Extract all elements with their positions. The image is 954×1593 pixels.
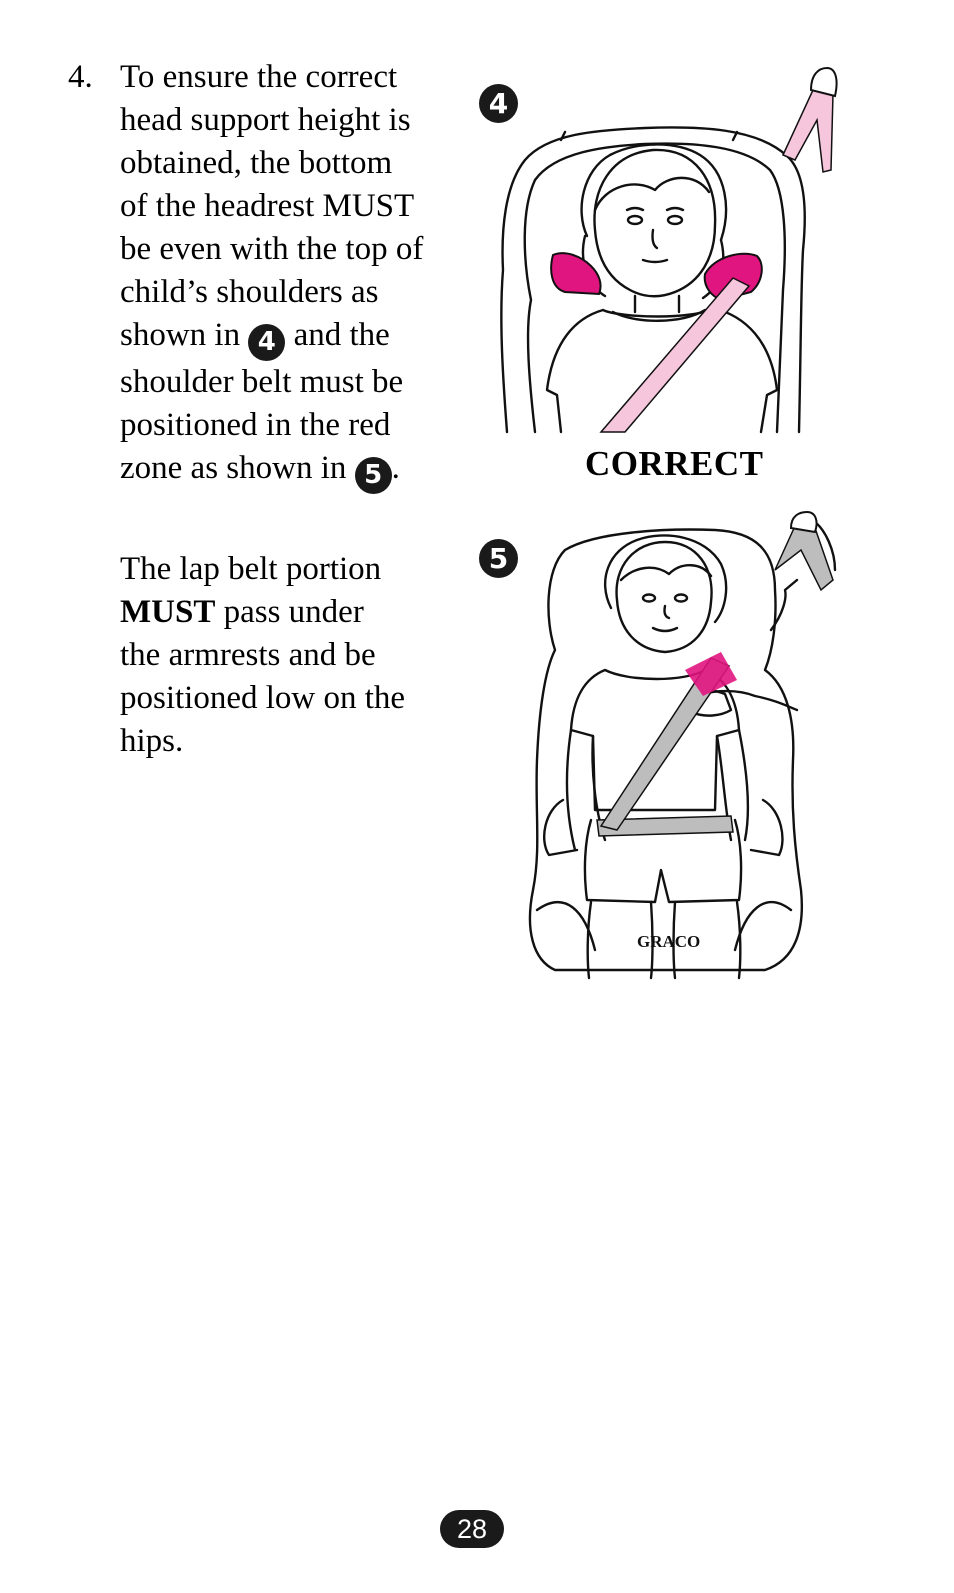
figure-5-illustration	[525, 510, 840, 985]
figure-4-caption: CORRECT	[585, 444, 764, 483]
child-head	[594, 150, 715, 296]
note-line: hips.	[120, 723, 184, 759]
shoulder-belt	[601, 278, 749, 432]
step-line: be even with the top of	[120, 231, 424, 267]
figure-5-badge: 5	[479, 539, 518, 578]
step-line-text: and the	[285, 317, 390, 353]
step-line-text: shown in	[120, 317, 249, 353]
step-line: child’s shoulders as	[120, 274, 379, 310]
step-line: shoulder belt must be	[120, 364, 404, 400]
step-line: head support height is	[120, 102, 411, 138]
left-belt-guide	[551, 253, 600, 294]
note-line-text: pass under	[215, 594, 364, 630]
lap-belt-note	[68, 548, 468, 763]
shoulder-belt-upper	[775, 526, 833, 590]
step-line-text: zone as shown in	[120, 450, 355, 486]
belt-anchor	[811, 68, 837, 96]
child-hair	[582, 144, 726, 240]
figure-4-badge: 4	[479, 84, 518, 123]
step-4	[68, 56, 468, 494]
page-number: 28	[440, 1510, 504, 1548]
figure-4-illustration	[495, 60, 840, 440]
step-line-text: .	[391, 450, 400, 486]
step-number: 4.	[68, 59, 93, 95]
step-line	[120, 447, 468, 494]
child-head	[617, 542, 712, 652]
figure-4-reference-badge: 4	[248, 324, 285, 361]
step-line: positioned in the red	[120, 407, 391, 443]
belt-anchor	[791, 512, 817, 532]
figure-5-reference-badge: 5	[355, 457, 392, 494]
note-line: the armrests and be	[120, 637, 376, 673]
step-line	[120, 314, 468, 361]
step-line: obtained, the bottom	[120, 145, 393, 181]
graco-logo: GRACO	[637, 932, 701, 951]
emphasis-text: MUST	[120, 594, 216, 630]
step-line: of the headrest MUST	[120, 188, 415, 224]
note-line	[120, 591, 468, 634]
step-line: To ensure the correct	[120, 59, 398, 95]
note-line: positioned low on the	[120, 680, 406, 716]
instructions-text	[68, 56, 468, 763]
note-line: The lap belt portion	[120, 551, 382, 587]
